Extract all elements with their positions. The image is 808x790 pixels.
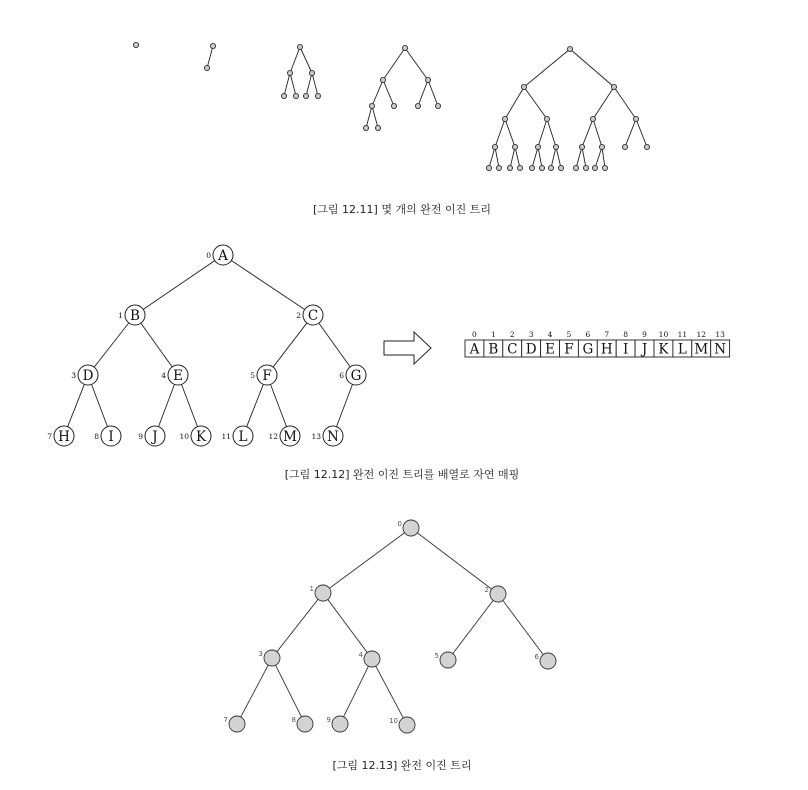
node-index: 4	[161, 371, 166, 380]
tree-node	[599, 144, 604, 149]
node-A	[206, 245, 233, 265]
tree-edge	[524, 87, 547, 119]
tree-edge	[290, 73, 296, 96]
node-letter: K	[195, 429, 207, 445]
tree-edge	[614, 87, 636, 119]
tree-edge	[207, 46, 213, 68]
tree-edge	[418, 80, 428, 106]
tree-node	[539, 165, 544, 170]
node-D	[71, 365, 98, 385]
right-arrow-icon	[384, 332, 431, 364]
tree-node	[297, 44, 302, 49]
array-cell-index: 11	[677, 330, 688, 339]
array-cell-3	[522, 330, 541, 358]
tree-edge	[159, 384, 175, 426]
array-cell-letter: F	[564, 341, 574, 358]
node-G	[339, 365, 366, 385]
array-cell-index: 7	[604, 330, 610, 339]
tree-edge	[625, 119, 636, 147]
tree-edge	[337, 384, 353, 426]
tree-edge	[306, 73, 312, 96]
tree-node	[573, 165, 578, 170]
node-index: 11	[221, 432, 231, 441]
tree-edge	[276, 665, 302, 717]
tree-node	[315, 93, 320, 98]
tree-edge	[417, 533, 491, 589]
array-cell-letter: D	[525, 341, 537, 358]
tree-edge	[595, 147, 602, 168]
node-circle	[490, 586, 506, 602]
tree-edge	[576, 147, 582, 168]
tree-node	[303, 93, 308, 98]
node-index: 1	[309, 585, 314, 593]
node-circle	[364, 651, 380, 667]
tree-edge	[271, 384, 287, 426]
array-cell-13	[711, 330, 730, 358]
tree-edge	[515, 147, 520, 168]
tree-node	[293, 93, 298, 98]
node-index: 4	[358, 651, 363, 659]
node-index: 9	[326, 716, 331, 724]
node-index: 7	[223, 716, 228, 724]
tree-edge	[489, 147, 495, 168]
array-cell-0	[465, 330, 484, 358]
array-cell-10	[654, 330, 673, 358]
array-cell-index: 1	[490, 330, 496, 339]
node-circle	[403, 520, 419, 536]
node-index: 10	[389, 717, 398, 725]
tree-node	[512, 144, 517, 149]
node-letter: B	[130, 308, 140, 324]
tree-edge	[582, 147, 586, 168]
array-cell-index: 5	[566, 330, 572, 339]
tree-edge	[273, 323, 307, 367]
node-circle	[540, 653, 556, 669]
tree-edge	[372, 106, 378, 128]
node-letter: D	[82, 368, 94, 384]
figure-12-13-tree	[224, 520, 556, 733]
tree-node	[517, 165, 522, 170]
tree-edge	[428, 80, 438, 106]
array-cell-6	[578, 330, 597, 358]
node-letter: M	[283, 429, 297, 445]
figure-12-11-small-trees	[133, 42, 649, 170]
tree-edge	[593, 87, 614, 119]
tree-edge	[405, 48, 428, 80]
node-index: 9	[138, 432, 143, 441]
tree-edge	[524, 49, 570, 87]
tree-edge	[312, 73, 318, 96]
array-cell-letter: J	[641, 341, 648, 358]
array-cell-9	[635, 330, 654, 358]
tree-edge	[290, 47, 300, 73]
tree-edge	[247, 384, 264, 426]
tree-edge	[538, 119, 547, 147]
tree-node	[425, 77, 430, 82]
node-index: 8	[94, 432, 99, 441]
node-letter: G	[350, 368, 362, 384]
tree-node	[529, 165, 534, 170]
node-letter: A	[218, 248, 228, 264]
node-index: 2	[484, 586, 489, 594]
tree-node	[402, 45, 407, 50]
tree-edge	[366, 106, 372, 128]
tree-edge	[593, 119, 602, 147]
small-tree-5	[486, 46, 649, 170]
node-index: 3	[71, 371, 76, 380]
array-cell-letter: E	[545, 341, 555, 358]
node-J	[138, 426, 165, 446]
array-cell-12	[692, 330, 711, 358]
array-cell-letter: I	[622, 341, 629, 358]
tree-node	[369, 103, 374, 108]
gray-node-3	[259, 650, 280, 666]
node-index: 12	[268, 432, 278, 441]
tree-node	[502, 116, 507, 121]
tree-edge	[328, 599, 367, 652]
node-index: 6	[339, 371, 344, 380]
array-cell-index: 2	[509, 330, 515, 339]
node-circle	[332, 716, 348, 732]
tree-node	[592, 165, 597, 170]
tree-edge	[372, 80, 383, 106]
small-tree-2	[204, 43, 215, 70]
tree-edge	[556, 147, 561, 168]
node-letter: C	[307, 308, 319, 324]
node-index: 3	[258, 650, 263, 658]
node-letter: L	[238, 429, 248, 445]
tree-node	[380, 77, 385, 82]
tree-edge	[92, 384, 108, 426]
small-tree-1	[133, 42, 138, 47]
array-cell-index: 12	[696, 330, 707, 339]
node-K	[179, 426, 211, 446]
tree-edge	[300, 47, 312, 73]
figure-12-11-caption: [그림 12.11] 몇 개의 완전 이진 트리	[313, 203, 491, 216]
tree-node	[535, 144, 540, 149]
tree-edge	[344, 666, 369, 717]
array-cell-index: 10	[658, 330, 669, 339]
array-cell-4	[541, 330, 560, 358]
node-letter: F	[262, 368, 272, 384]
tree-edge	[570, 49, 614, 87]
gray-node-8	[292, 716, 313, 732]
tree-node	[521, 84, 526, 89]
node-index: 8	[291, 716, 296, 724]
tree-edge	[510, 147, 515, 168]
tree-node	[415, 103, 420, 108]
node-index: 6	[534, 653, 539, 661]
node-letter: N	[327, 429, 339, 445]
tree-node	[579, 144, 584, 149]
array-cell-index: 13	[715, 330, 725, 339]
gray-node-1	[310, 585, 331, 601]
tree-node	[496, 165, 501, 170]
tree-node	[611, 84, 616, 89]
figure-12-12-array	[465, 330, 730, 358]
gray-node-6	[535, 653, 556, 669]
tree-edge	[182, 384, 198, 426]
gray-node-0	[398, 520, 419, 536]
array-cell-2	[503, 330, 522, 358]
figure-12-12-caption: [그림 12.12] 완전 이진 트리를 배열로 자연 매핑	[284, 468, 520, 481]
tree-edge	[143, 261, 214, 310]
tree-edge	[453, 600, 493, 653]
tree-edge	[277, 599, 318, 651]
tree-edge	[94, 323, 129, 367]
node-N	[311, 426, 343, 446]
tree-node	[558, 165, 563, 170]
gray-node-7	[224, 716, 245, 732]
tree-node	[633, 116, 638, 121]
tree-edge	[582, 119, 593, 147]
tree-edge	[376, 666, 404, 718]
node-I	[94, 426, 121, 446]
array-cell-index: 4	[547, 330, 553, 339]
node-circle	[264, 650, 280, 666]
tree-edge	[503, 600, 543, 654]
array-cell-letter: G	[582, 341, 594, 358]
array-cell-letter: C	[507, 341, 518, 358]
array-cell-5	[560, 330, 579, 358]
tree-edge	[241, 665, 269, 717]
tree-node	[204, 65, 209, 70]
node-F	[250, 365, 277, 385]
gray-node-5	[435, 652, 456, 668]
array-cell-index: 3	[528, 330, 534, 339]
tree-edge	[505, 87, 524, 119]
node-letter: H	[58, 429, 70, 445]
node-index: 0	[397, 520, 402, 528]
tree-edge	[141, 323, 172, 367]
node-letter: I	[108, 429, 114, 445]
tree-node	[486, 165, 491, 170]
gray-node-9	[327, 716, 348, 732]
tree-edge	[68, 384, 85, 426]
figure-12-12-tree	[47, 245, 366, 446]
tree-node	[133, 42, 138, 47]
tree-edge	[383, 80, 394, 106]
gray-node-4	[359, 651, 380, 667]
array-cell-letter: A	[469, 341, 480, 358]
node-index: 5	[434, 652, 439, 660]
node-index: 1	[118, 311, 123, 320]
tree-node	[548, 165, 553, 170]
tree-node	[590, 116, 595, 121]
figure-12-13-caption: [그림 12.13] 완전 이진 트리	[332, 759, 472, 772]
tree-edge	[383, 48, 405, 80]
array-cell-1	[484, 330, 503, 358]
node-circle	[229, 716, 245, 732]
tree-edge	[602, 147, 605, 168]
tree-node	[363, 125, 368, 130]
array-cell-8	[616, 330, 635, 358]
node-circle	[297, 716, 313, 732]
node-letter: J	[152, 429, 158, 445]
node-index: 13	[311, 432, 321, 441]
node-L	[221, 426, 253, 446]
tree-edge	[284, 73, 290, 96]
tree-node	[210, 43, 215, 48]
node-H	[47, 426, 74, 446]
array-cell-11	[673, 330, 692, 358]
array-cell-index: 8	[623, 330, 629, 339]
array-cell-letter: H	[600, 341, 613, 358]
small-tree-3	[281, 44, 320, 98]
array-cell-letter: B	[488, 341, 499, 358]
node-index: 10	[179, 432, 189, 441]
tree-edge	[547, 119, 556, 147]
node-index: 5	[250, 371, 255, 380]
array-cell-letter: L	[677, 341, 687, 358]
tree-edge	[231, 261, 304, 310]
tree-edge	[532, 147, 538, 168]
tree-edge	[505, 119, 515, 147]
node-circle	[440, 652, 456, 668]
gray-node-10	[389, 717, 415, 733]
tree-node	[553, 144, 558, 149]
node-B	[118, 305, 145, 325]
gray-node-2	[485, 586, 506, 602]
node-E	[161, 365, 188, 385]
tree-node	[281, 93, 286, 98]
tree-node	[602, 165, 607, 170]
tree-node	[435, 103, 440, 108]
node-index: 2	[296, 311, 301, 320]
tree-node	[544, 116, 549, 121]
node-index: 0	[206, 251, 211, 260]
node-M	[268, 426, 300, 446]
node-letter: E	[173, 368, 183, 384]
tree-node	[622, 144, 627, 149]
tree-node	[567, 46, 572, 51]
node-circle	[399, 717, 415, 733]
tree-edge	[495, 147, 499, 168]
array-cell-index: 0	[472, 330, 477, 339]
tree-node	[583, 165, 588, 170]
array-cell-letter: K	[658, 341, 669, 358]
node-C	[296, 305, 323, 325]
node-index: 7	[47, 432, 52, 441]
tree-edge	[551, 147, 556, 168]
tree-node	[287, 70, 292, 75]
tree-node	[644, 144, 649, 149]
tree-edge	[538, 147, 542, 168]
array-cell-index: 6	[585, 330, 591, 339]
array-cell-letter: N	[714, 341, 727, 358]
array-cell-index: 9	[642, 330, 647, 339]
tree-edge	[636, 119, 647, 147]
array-cell-letter: M	[694, 341, 709, 358]
tree-edge	[319, 323, 350, 367]
small-tree-4	[363, 45, 440, 130]
tree-edge	[495, 119, 505, 147]
tree-node	[375, 125, 380, 130]
tree-edge	[329, 533, 404, 588]
tree-node	[507, 165, 512, 170]
tree-node	[391, 103, 396, 108]
array-cell-7	[597, 330, 616, 358]
node-circle	[315, 585, 331, 601]
tree-node	[309, 70, 314, 75]
tree-node	[492, 144, 497, 149]
